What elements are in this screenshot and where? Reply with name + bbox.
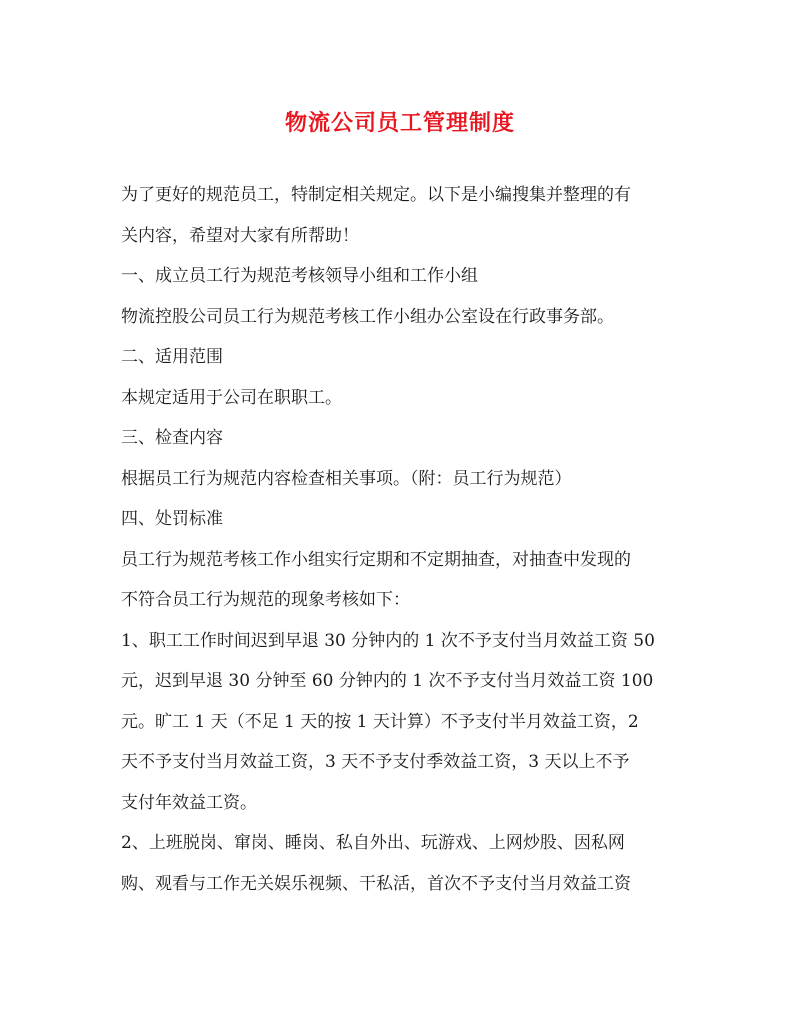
paragraph-line: 不符合员工行为规范的现象考核如下：: [121, 590, 410, 610]
list-item-line: 购、观看与工作无关娱乐视频、干私活，首次不予支付当月效益工资: [121, 873, 631, 894]
list-item-line: 元。旷工 1 天（不足 1 天的按 1 天计算）不予支付半月效益工资，2: [121, 711, 639, 732]
list-item-line: 元，迟到早退 30 分钟至 60 分钟内的 1 次不予支付当月效益工资 100: [121, 671, 654, 691]
list-item-line: 1、职工工作时间迟到早退 30 分钟内的 1 次不予支付当月效益工资 50: [121, 630, 655, 651]
list-item-line: 天不予支付当月效益工资，3 天不予支付季效益工资，3 天以上不予: [121, 752, 630, 772]
paragraph-line: 关内容，希望对大家有所帮助！: [121, 225, 359, 246]
paragraph-line: 本规定适用于公司在职职工。: [121, 387, 342, 408]
document-title: 物流公司员工管理制度: [284, 110, 515, 136]
list-item-line: 2、上班脱岗、窜岗、睡岗、私自外出、玩游戏、上网炒股、因私网: [121, 833, 625, 853]
paragraph-line: 根据员工行为规范内容检查相关事项。（附：员工行为规范）: [121, 468, 572, 489]
document-body: [121, 175, 689, 904]
section-heading: 三、检查内容: [121, 428, 223, 448]
section-heading: 四、处罚标准: [121, 509, 223, 529]
paragraph-line: 物流控股公司员工行为规范考核工作小组办公室设在行政事务部。: [121, 306, 614, 327]
section-heading: 一、成立员工行为规范考核领导小组和工作小组: [121, 266, 478, 286]
list-item-line: 支付年效益工资。: [121, 792, 257, 813]
paragraph-line: 员工行为规范考核工作小组实行定期和不定期抽查，对抽查中发现的: [121, 549, 631, 570]
paragraph-line: 为了更好的规范员工，特制定相关规定。以下是小编搜集并整理的有: [121, 185, 631, 205]
section-heading: 二、适用范围: [121, 347, 223, 367]
